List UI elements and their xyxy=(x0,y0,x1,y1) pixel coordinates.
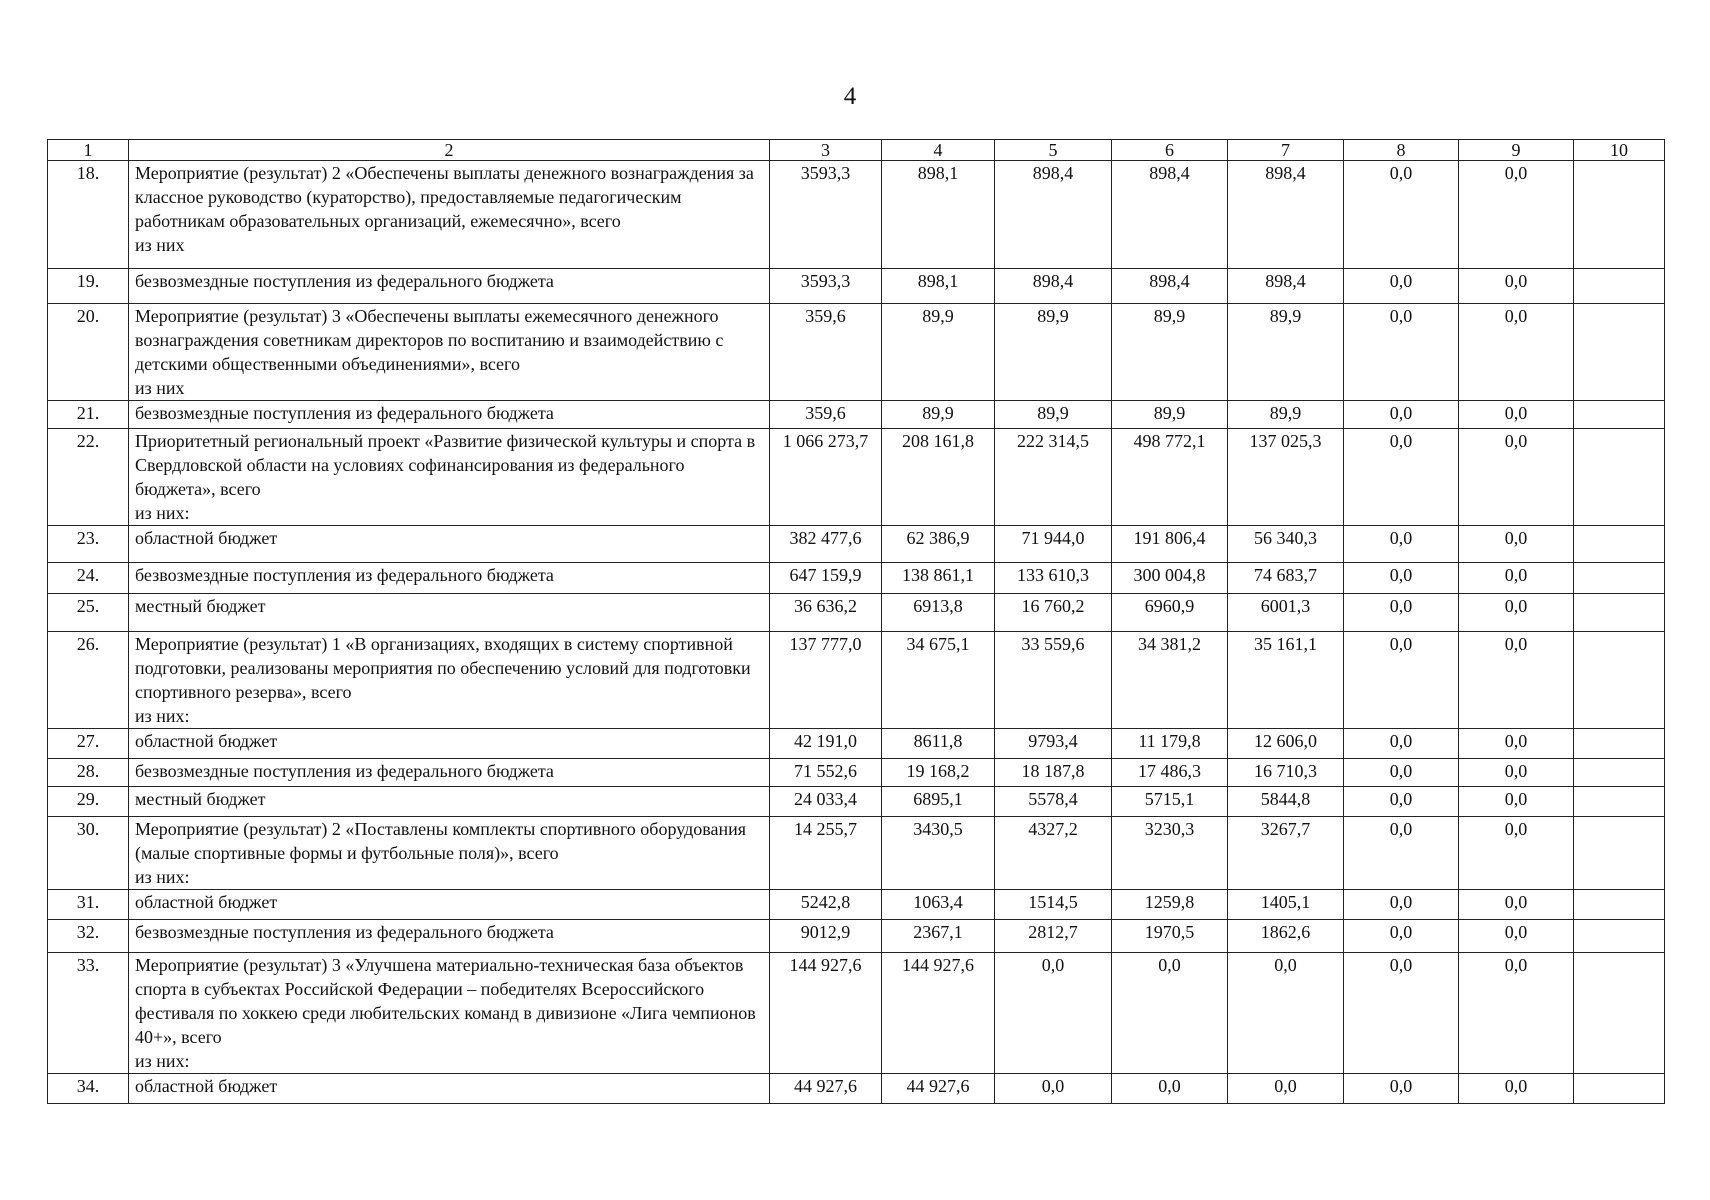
table-row xyxy=(48,429,1665,526)
table-row xyxy=(48,953,1665,1074)
value-col-3: 14 255,7 xyxy=(770,817,882,890)
value-col-9: 0,0 xyxy=(1459,759,1574,787)
row-number: 32. xyxy=(48,920,129,953)
value-col-9: 0,0 xyxy=(1459,632,1574,729)
column-header-6: 6 xyxy=(1112,140,1228,161)
value-col-7: 0,0 xyxy=(1228,953,1344,1074)
value-col-9: 0,0 xyxy=(1459,787,1574,817)
column-header-10: 10 xyxy=(1574,140,1665,161)
table-row xyxy=(48,594,1665,632)
row-number: 25. xyxy=(48,594,129,632)
row-description: безвозмездные поступления из федерального бюджета xyxy=(129,759,770,787)
value-col-5: 89,9 xyxy=(995,401,1112,429)
value-col-7: 16 710,3 xyxy=(1228,759,1344,787)
value-col-5: 18 187,8 xyxy=(995,759,1112,787)
value-col-3: 3593,3 xyxy=(770,161,882,269)
value-col-10 xyxy=(1574,563,1665,594)
value-col-10 xyxy=(1574,920,1665,953)
budget-table xyxy=(47,139,1665,1104)
value-col-9: 0,0 xyxy=(1459,161,1574,269)
value-col-5: 2812,7 xyxy=(995,920,1112,953)
value-col-10 xyxy=(1574,817,1665,890)
value-col-5: 33 559,6 xyxy=(995,632,1112,729)
value-col-4: 138 861,1 xyxy=(882,563,995,594)
value-col-7: 137 025,3 xyxy=(1228,429,1344,526)
value-col-4: 34 675,1 xyxy=(882,632,995,729)
value-col-5: 9793,4 xyxy=(995,729,1112,759)
row-description: Мероприятие (результат) 1 «В организациях, входящих в систему спортивной подготовки, реализованы мероприятия по обеспечению условий для подготовки спортивного резерва», всего из них: xyxy=(129,632,770,729)
value-col-4: 6895,1 xyxy=(882,787,995,817)
value-col-3: 359,6 xyxy=(770,401,882,429)
value-col-6: 1970,5 xyxy=(1112,920,1228,953)
value-col-3: 36 636,2 xyxy=(770,594,882,632)
value-col-4: 6913,8 xyxy=(882,594,995,632)
value-col-4: 62 386,9 xyxy=(882,526,995,563)
row-description: местный бюджет xyxy=(129,787,770,817)
value-col-10 xyxy=(1574,401,1665,429)
row-number: 34. xyxy=(48,1074,129,1104)
row-number: 28. xyxy=(48,759,129,787)
value-col-4: 208 161,8 xyxy=(882,429,995,526)
row-number: 26. xyxy=(48,632,129,729)
value-col-3: 44 927,6 xyxy=(770,1074,882,1104)
value-col-8: 0,0 xyxy=(1344,1074,1459,1104)
column-header-1: 1 xyxy=(48,140,129,161)
value-col-8: 0,0 xyxy=(1344,787,1459,817)
value-col-4: 89,9 xyxy=(882,401,995,429)
row-number: 31. xyxy=(48,890,129,920)
value-col-8: 0,0 xyxy=(1344,304,1459,401)
page-number-text: 4 xyxy=(843,83,857,110)
value-col-6: 6960,9 xyxy=(1112,594,1228,632)
value-col-9: 0,0 xyxy=(1459,920,1574,953)
value-col-4: 144 927,6 xyxy=(882,953,995,1074)
value-col-7: 89,9 xyxy=(1228,401,1344,429)
value-col-3: 9012,9 xyxy=(770,920,882,953)
value-col-7: 35 161,1 xyxy=(1228,632,1344,729)
value-col-7: 1862,6 xyxy=(1228,920,1344,953)
value-col-10 xyxy=(1574,953,1665,1074)
value-col-8: 0,0 xyxy=(1344,729,1459,759)
value-col-10 xyxy=(1574,161,1665,269)
column-header-8: 8 xyxy=(1344,140,1459,161)
value-col-6: 11 179,8 xyxy=(1112,729,1228,759)
value-col-5: 133 610,3 xyxy=(995,563,1112,594)
value-col-4: 19 168,2 xyxy=(882,759,995,787)
row-number: 18. xyxy=(48,161,129,269)
value-col-7: 74 683,7 xyxy=(1228,563,1344,594)
row-description: безвозмездные поступления из федерального бюджета xyxy=(129,563,770,594)
value-col-7: 1405,1 xyxy=(1228,890,1344,920)
column-number-row xyxy=(48,140,1665,161)
value-col-6: 5715,1 xyxy=(1112,787,1228,817)
row-number: 22. xyxy=(48,429,129,526)
value-col-3: 144 927,6 xyxy=(770,953,882,1074)
row-description: Мероприятие (результат) 2 «Поставлены комплекты спортивного оборудования (малые спортивные формы и футбольные поля)», всего из них: xyxy=(129,817,770,890)
value-col-10 xyxy=(1574,594,1665,632)
table-row xyxy=(48,632,1665,729)
value-col-7: 12 606,0 xyxy=(1228,729,1344,759)
value-col-3: 647 159,9 xyxy=(770,563,882,594)
value-col-8: 0,0 xyxy=(1344,920,1459,953)
column-header-9: 9 xyxy=(1459,140,1574,161)
table-row xyxy=(48,759,1665,787)
column-header-7: 7 xyxy=(1228,140,1344,161)
value-col-6: 191 806,4 xyxy=(1112,526,1228,563)
value-col-6: 898,4 xyxy=(1112,161,1228,269)
value-col-8: 0,0 xyxy=(1344,817,1459,890)
value-col-10 xyxy=(1574,632,1665,729)
value-col-7: 56 340,3 xyxy=(1228,526,1344,563)
value-col-9: 0,0 xyxy=(1459,729,1574,759)
value-col-4: 898,1 xyxy=(882,161,995,269)
value-col-10 xyxy=(1574,890,1665,920)
value-col-7: 6001,3 xyxy=(1228,594,1344,632)
row-description: безвозмездные поступления из федерального бюджета xyxy=(129,401,770,429)
row-description: безвозмездные поступления из федерального бюджета xyxy=(129,920,770,953)
row-number: 20. xyxy=(48,304,129,401)
table-row xyxy=(48,401,1665,429)
column-header-2: 2 xyxy=(129,140,770,161)
table-row xyxy=(48,526,1665,563)
value-col-5: 222 314,5 xyxy=(995,429,1112,526)
row-description: областной бюджет xyxy=(129,890,770,920)
value-col-9: 0,0 xyxy=(1459,269,1574,304)
page-number xyxy=(0,82,1710,112)
value-col-9: 0,0 xyxy=(1459,953,1574,1074)
value-col-5: 898,4 xyxy=(995,161,1112,269)
value-col-4: 2367,1 xyxy=(882,920,995,953)
row-number: 21. xyxy=(48,401,129,429)
row-number: 33. xyxy=(48,953,129,1074)
value-col-9: 0,0 xyxy=(1459,401,1574,429)
value-col-6: 898,4 xyxy=(1112,269,1228,304)
value-col-3: 5242,8 xyxy=(770,890,882,920)
value-col-3: 24 033,4 xyxy=(770,787,882,817)
value-col-6: 17 486,3 xyxy=(1112,759,1228,787)
column-header-4: 4 xyxy=(882,140,995,161)
table-row xyxy=(48,161,1665,269)
value-col-10 xyxy=(1574,304,1665,401)
value-col-6: 3230,3 xyxy=(1112,817,1228,890)
value-col-10 xyxy=(1574,526,1665,563)
value-col-8: 0,0 xyxy=(1344,563,1459,594)
value-col-3: 42 191,0 xyxy=(770,729,882,759)
value-col-8: 0,0 xyxy=(1344,632,1459,729)
row-number: 27. xyxy=(48,729,129,759)
value-col-7: 3267,7 xyxy=(1228,817,1344,890)
row-number: 23. xyxy=(48,526,129,563)
table-row xyxy=(48,890,1665,920)
value-col-8: 0,0 xyxy=(1344,526,1459,563)
value-col-3: 137 777,0 xyxy=(770,632,882,729)
value-col-6: 0,0 xyxy=(1112,953,1228,1074)
value-col-9: 0,0 xyxy=(1459,594,1574,632)
value-col-7: 898,4 xyxy=(1228,269,1344,304)
value-col-6: 34 381,2 xyxy=(1112,632,1228,729)
table-row xyxy=(48,1074,1665,1104)
value-col-3: 359,6 xyxy=(770,304,882,401)
value-col-7: 0,0 xyxy=(1228,1074,1344,1104)
value-col-9: 0,0 xyxy=(1459,563,1574,594)
row-description: местный бюджет xyxy=(129,594,770,632)
value-col-5: 1514,5 xyxy=(995,890,1112,920)
table-row xyxy=(48,269,1665,304)
value-col-7: 898,4 xyxy=(1228,161,1344,269)
column-header-5: 5 xyxy=(995,140,1112,161)
row-number: 24. xyxy=(48,563,129,594)
row-description: Приоритетный региональный проект «Развитие физической культуры и спорта в Свердловской области на условиях софинансирования из федерального бюджета», всего из них: xyxy=(129,429,770,526)
value-col-9: 0,0 xyxy=(1459,304,1574,401)
table-body xyxy=(48,161,1665,1104)
table-row xyxy=(48,563,1665,594)
row-description: областной бюджет xyxy=(129,729,770,759)
value-col-6: 1259,8 xyxy=(1112,890,1228,920)
value-col-8: 0,0 xyxy=(1344,890,1459,920)
value-col-9: 0,0 xyxy=(1459,429,1574,526)
value-col-5: 0,0 xyxy=(995,953,1112,1074)
value-col-7: 5844,8 xyxy=(1228,787,1344,817)
value-col-10 xyxy=(1574,729,1665,759)
value-col-4: 898,1 xyxy=(882,269,995,304)
value-col-9: 0,0 xyxy=(1459,526,1574,563)
row-description: безвозмездные поступления из федерального бюджета xyxy=(129,269,770,304)
table-row xyxy=(48,304,1665,401)
value-col-3: 382 477,6 xyxy=(770,526,882,563)
row-description: областной бюджет xyxy=(129,1074,770,1104)
value-col-10 xyxy=(1574,787,1665,817)
value-col-8: 0,0 xyxy=(1344,759,1459,787)
value-col-3: 1 066 273,7 xyxy=(770,429,882,526)
value-col-5: 898,4 xyxy=(995,269,1112,304)
value-col-10 xyxy=(1574,759,1665,787)
value-col-8: 0,0 xyxy=(1344,594,1459,632)
value-col-6: 89,9 xyxy=(1112,401,1228,429)
value-col-9: 0,0 xyxy=(1459,1074,1574,1104)
table-row xyxy=(48,787,1665,817)
value-col-4: 3430,5 xyxy=(882,817,995,890)
value-col-5: 5578,4 xyxy=(995,787,1112,817)
value-col-9: 0,0 xyxy=(1459,890,1574,920)
value-col-9: 0,0 xyxy=(1459,817,1574,890)
value-col-5: 4327,2 xyxy=(995,817,1112,890)
row-description: областной бюджет xyxy=(129,526,770,563)
value-col-4: 44 927,6 xyxy=(882,1074,995,1104)
value-col-10 xyxy=(1574,429,1665,526)
row-description: Мероприятие (результат) 3 «Улучшена материально-техническая база объектов спорта в субъектах Российской Федерации – победителях Всероссийского фестиваля по хоккею среди любительских команд в дивизионе «Лига чемпионов 40+», всего из них: xyxy=(129,953,770,1074)
value-col-3: 3593,3 xyxy=(770,269,882,304)
value-col-8: 0,0 xyxy=(1344,269,1459,304)
row-description: Мероприятие (результат) 3 «Обеспечены выплаты ежемесячного денежного вознаграждения советникам директоров по воспитанию и взаимодействию с детскими общественными объединениями», всего из них xyxy=(129,304,770,401)
row-number: 30. xyxy=(48,817,129,890)
value-col-8: 0,0 xyxy=(1344,429,1459,526)
value-col-5: 0,0 xyxy=(995,1074,1112,1104)
value-col-6: 0,0 xyxy=(1112,1074,1228,1104)
value-col-4: 1063,4 xyxy=(882,890,995,920)
value-col-10 xyxy=(1574,1074,1665,1104)
row-description: Мероприятие (результат) 2 «Обеспечены выплаты денежного вознаграждения за классное руководство (кураторство), предоставляемые педагогическим работникам образовательных организаций, ежемесячно», всего из них xyxy=(129,161,770,269)
value-col-8: 0,0 xyxy=(1344,953,1459,1074)
value-col-5: 71 944,0 xyxy=(995,526,1112,563)
table-row xyxy=(48,920,1665,953)
value-col-5: 89,9 xyxy=(995,304,1112,401)
table-header xyxy=(48,140,1665,161)
value-col-10 xyxy=(1574,269,1665,304)
value-col-3: 71 552,6 xyxy=(770,759,882,787)
row-number: 19. xyxy=(48,269,129,304)
value-col-6: 300 004,8 xyxy=(1112,563,1228,594)
value-col-6: 89,9 xyxy=(1112,304,1228,401)
table-row xyxy=(48,729,1665,759)
column-header-3: 3 xyxy=(770,140,882,161)
value-col-7: 89,9 xyxy=(1228,304,1344,401)
value-col-8: 0,0 xyxy=(1344,401,1459,429)
row-number: 29. xyxy=(48,787,129,817)
table-row xyxy=(48,817,1665,890)
value-col-6: 498 772,1 xyxy=(1112,429,1228,526)
value-col-5: 16 760,2 xyxy=(995,594,1112,632)
value-col-4: 89,9 xyxy=(882,304,995,401)
value-col-8: 0,0 xyxy=(1344,161,1459,269)
value-col-4: 8611,8 xyxy=(882,729,995,759)
